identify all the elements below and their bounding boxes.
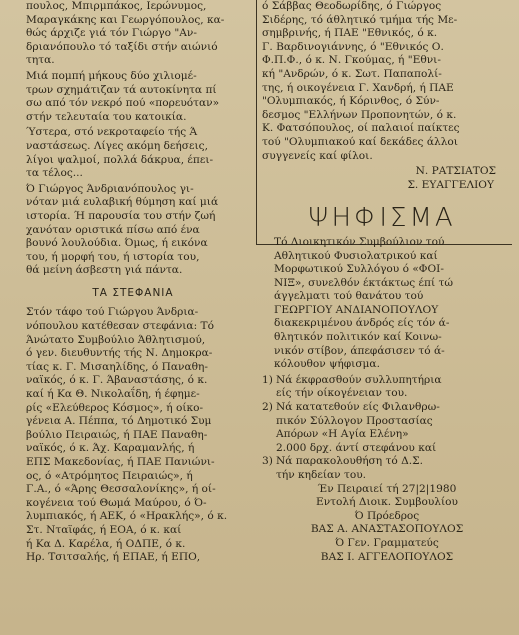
text-line: Μαραγκάκης και Γεωργόπουλος, κα- xyxy=(26,13,225,26)
resolution-intro xyxy=(262,236,512,372)
narrative-paragraph xyxy=(14,70,252,124)
text-line: τού "Ολυμπιακού καί δεκάδες άλλοι xyxy=(262,135,458,148)
text-line: λυμπιακός, ή ΑΕΚ, ό «Ηρακλής», ό κ. xyxy=(26,510,228,523)
text-line: άγγελματι τού θανάτου τού xyxy=(274,290,424,303)
column-divider xyxy=(256,0,257,244)
text-line: συγγενείς καί φίλοι. xyxy=(262,149,373,162)
wreaths-continuation xyxy=(262,0,512,163)
resolution-number: 2) xyxy=(262,401,273,414)
text-line: νικόν στίβον, άπεφάσισεν τό ά- xyxy=(274,344,445,357)
text-line: Στ. Νταϊφάς, ή ΕΟΑ, ό κ. καί xyxy=(26,523,182,536)
narrative-paragraph xyxy=(14,183,252,278)
text-line: θλητικόν πολιτικόν καί Κοινω- xyxy=(274,331,442,344)
resolution-number: 3) xyxy=(262,455,273,468)
secretary-label: Ό Γεν. Γραμματεύς xyxy=(335,536,439,549)
text-line: πικόν Σύλλογον Προστασίας xyxy=(276,414,433,427)
text-line: βούλιο Πειραιώς, ή ΠΑΕ Παναθη- xyxy=(26,428,208,441)
text-line: του, ή μορφή του, ή ιστορία του, xyxy=(26,250,200,263)
text-line: Ηρ. Τσιτσαλής, ή ΕΠΑΕ, ή ΕΠΟ, xyxy=(26,551,201,564)
text-line: λίγοι ψαλμοί, πολλά δάκρυα, έπει- xyxy=(26,153,214,166)
text-line: ναϊκός, ό κ. Γ. Άβαναστάσης, ό κ. xyxy=(26,374,208,387)
narrative-paragraph xyxy=(14,126,252,180)
left-column xyxy=(14,0,252,567)
text-line: Σιδέρης, τό άθλητικό τμήμα τής Με- xyxy=(262,13,458,26)
text-line: σω από τόν νεκρό πού «πορευόταν» xyxy=(26,97,220,110)
resolution-text xyxy=(276,374,512,401)
text-line: Φ.Π.Φ., ό κ. Ν. Γκούμας, ή "Εθνι- xyxy=(262,54,441,67)
text-line: Αθλητικού Φυσιολατρικού καί xyxy=(274,249,438,262)
text-line: δριανόπουλο τό ταξίδι στήν αιώνιό xyxy=(26,40,218,53)
text-line: κόλουθον ψήφισμα. xyxy=(274,358,380,371)
text-line: ρίς «Ελεύθερος Κόσμος», ή οίκο- xyxy=(26,401,204,414)
resolution-item xyxy=(262,374,512,401)
text-line: Κ. Φατσόπουλος, οί παλαιοί παίκτες xyxy=(262,122,460,135)
text-line: χανόταν οριστικά πίσω από ένα xyxy=(26,223,200,236)
text-line: 2.000 δρχ. άντί στεφάνου καί xyxy=(276,441,437,454)
text-line: πουλος, Μπιρμπάκος, Ιερώνυμος, xyxy=(26,0,207,12)
text-line: ΕΠΣ Μακεδονίας, ή ΠΑΕ Πανιώνι- xyxy=(26,456,215,468)
text-line: ναστάσεως. Λίγες ακόμη δεήσεις, xyxy=(26,139,208,152)
president-label: Ό Πρόεδρος xyxy=(354,509,420,522)
text-line: τητα. xyxy=(26,54,55,67)
text-line: δεσμος "Ελλήνων Προπονητών, ό κ. xyxy=(262,108,457,121)
signature-ratsiatos: Ν. ΡΑΤΣΙΑΤΟΣ xyxy=(415,165,496,178)
text-line: Ύστερα, στό νεκροταφείο τής Ά xyxy=(26,126,198,139)
text-line: ΓΕΩΡΓΙΟΥ ΑΝΔΙΑΝΟΠΟΥΛΟΥ xyxy=(274,303,439,316)
text-line: Νά κατατεθούν είς Φιλανθρω- xyxy=(276,401,440,414)
text-line: ναϊκός, ό κ. Άχ. Καραμανλής, ή xyxy=(26,442,195,455)
text-line: Απόρων «Η Αγία Ελένη» xyxy=(276,428,409,441)
president-name: ΒΑΣ Α. ΑΝΑΣΤΑΣΟΠΟΥΛΟΣ xyxy=(310,523,464,536)
text-line: στήν τελευταία του κατοικία. xyxy=(26,110,187,123)
resolution-number: 1) xyxy=(262,373,273,386)
text-line: ό Σάββας Θεοδωρίδης, ό Γιώργος xyxy=(262,0,442,12)
resolution-text xyxy=(276,401,512,455)
text-line: Νά παρακολουθήση τό Δ.Σ. xyxy=(276,455,423,468)
text-line: Ό Γιώργος Άνδριανόπουλος γι- xyxy=(26,182,194,195)
text-line: νόταν μιά ευλαβική θύμηση καί μιά xyxy=(26,196,219,209)
narrative-paragraph xyxy=(14,0,252,68)
text-line: σημβρινής, ή ΠΑΕ "Εθνικός, ό κ. xyxy=(262,27,438,40)
text-line: ΝΙΞ», συνελθόν έκτάκτως έπί τώ xyxy=(274,276,454,289)
text-line: Νά έκφρασθούν συλλυπητήρια xyxy=(276,373,442,386)
text-line: ή Κα Δ. Καρέλα, ή ΟΔΠΕ, ό κ. xyxy=(26,537,186,550)
text-line: Τό Διοικητικόν Συμβούλιον τού xyxy=(274,235,445,248)
resolution-title: ΨΗΦΙΣΜΑ xyxy=(308,203,456,234)
text-line: τήν κηδείαν του. xyxy=(276,469,367,481)
text-line: Μιά πομπή μήκους δύο χιλιομέ- xyxy=(26,69,197,82)
text-line: "Ολυμπιακός, ή Κόρινθος, ό Σύν- xyxy=(262,95,440,108)
text-line: Στόν τάφο τού Γιώργου Άνδρια- xyxy=(26,306,199,319)
text-line: κή "Ανδρών, ό κ. Σωτ. Παπαπολί- xyxy=(262,67,442,80)
text-line: είς τήν οίκογένειαν του. xyxy=(276,387,408,400)
text-line: τίας κ. Γ. Μισαηλίδης, ό Παναθη- xyxy=(26,360,208,373)
signature-evangeliou: Σ. ΕΥΑΓΓΕΛΙΟΥ xyxy=(407,178,494,191)
text-line: βουνό λουλούδια. Όμως, ή εικόνα xyxy=(26,237,208,250)
text-line: της, ή οικογένεια Γ. Χανδρή, ή ΠΑΕ xyxy=(262,81,454,94)
text-line: νόπουλου κατέθεσαν στεφάνια: Τό xyxy=(26,320,214,333)
text-line: Μορφωτικού Συλλόγου ό «ΦΟΙ- xyxy=(274,263,444,276)
place-date: Έν Πειραιεί τή 27|2|1980 xyxy=(317,482,457,495)
text-line: γένεια Α. Πέππα, τό Δημοτικό Συμ xyxy=(26,415,212,428)
text-line: θώς άρχιζε γιά τόν Γιώργο "Αν- xyxy=(26,27,197,40)
right-column xyxy=(262,0,512,564)
resolution-text xyxy=(276,455,512,482)
resolution-item xyxy=(262,401,512,455)
text-line: τρων σχημάτιζαν τά αυτοκίνητα πί xyxy=(26,83,217,96)
resolution-item xyxy=(262,455,512,482)
text-line: ό γεν. διευθυντής τής Ν. Δημοκρα- xyxy=(26,347,213,360)
text-line: Γ.Α., ό «Άρης Θεσσαλονίκης», ή οί- xyxy=(26,483,216,496)
board-order: Εντολή Διοικ. Συμβουλίου xyxy=(316,496,458,509)
text-line: Άνώτατο Συμβούλιο Άθλητισμού, xyxy=(26,333,206,346)
funeral-narrative xyxy=(14,0,252,278)
text-line: διακεκριμένου άνδρός είς τόν ά- xyxy=(274,317,450,330)
text-line: κογένεια τού Θωμά Μαύρου, ό Ό- xyxy=(26,496,207,509)
secretary-name: ΒΑΣ Ι. ΑΓΓΕΛΟΠΟΥΛΟΣ xyxy=(320,550,454,563)
resolution-list xyxy=(262,374,512,483)
text-line: ος, ό «Ατρόμητος Πειραιώς», ή xyxy=(26,469,193,482)
wreaths-heading: ΤΑ ΣΤΕΦΑΝΙΑ xyxy=(92,286,174,299)
text-line: Γ. Βαρδινογιάννης, ό "Εθνικός Ο. xyxy=(262,40,444,53)
text-line: θά μείνη άσβεστη γιά πάντα. xyxy=(26,264,183,277)
text-line: ιστορία. Ή παρουσία του στήν ζωή xyxy=(26,209,216,222)
text-line: τα τέλος... xyxy=(26,167,83,180)
wreaths-paragraph xyxy=(14,306,252,564)
text-line: καί ή Κα Θ. Νικολαΐδη, ή έφημε- xyxy=(26,388,200,401)
